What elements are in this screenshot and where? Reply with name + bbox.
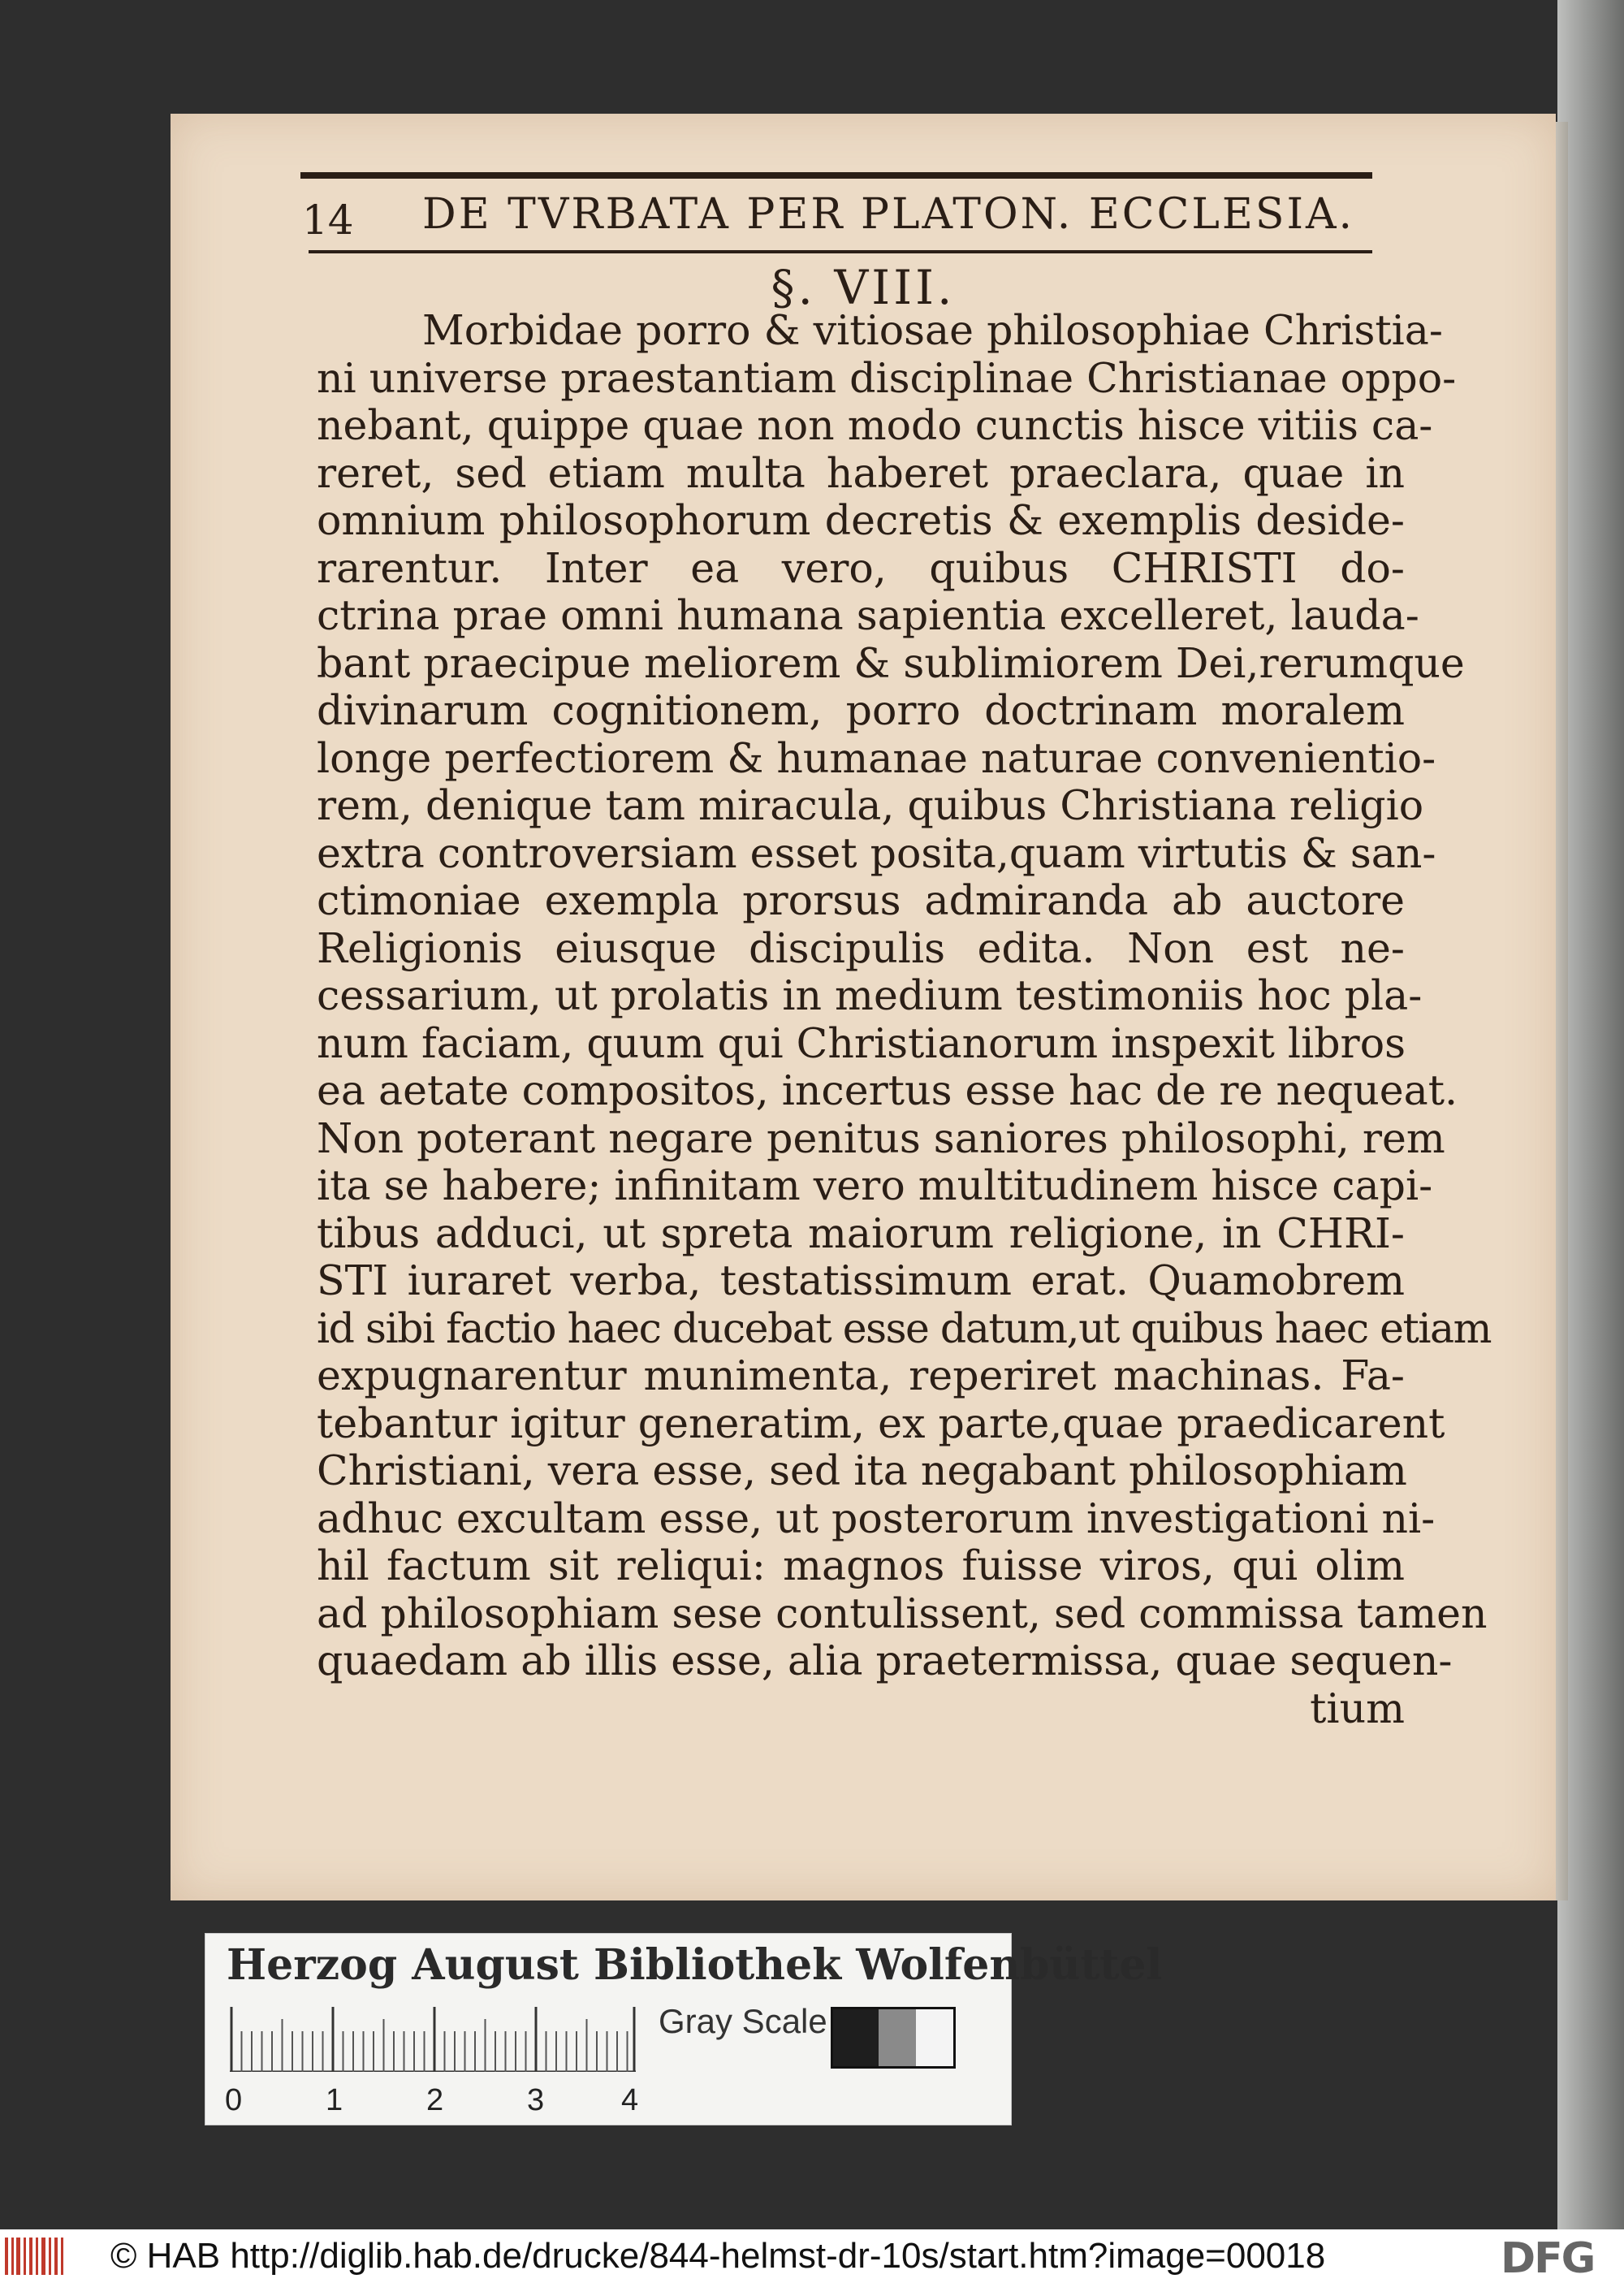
text-line: longe perfectiorem & humanae naturae convenientio- [317,733,1436,782]
text-line: omnium philosophorum decretis & exemplis deside- [317,496,1405,544]
text-line: reret, sed etiam multa haberet praeclara, quae in [317,448,1405,497]
page-header [300,172,1372,262]
section-heading: §. VIII. [771,260,956,315]
text-line: adhuc excultam esse, ut posterorum investigationi ni- [317,1494,1436,1542]
gray-scale-label: Gray Scale [659,2002,827,2040]
text-line: divinarum cognitionem, porro doctrinam moralem [317,686,1405,734]
text-line: expugnarentur munimenta, reperiret machinas. Fa- [317,1351,1405,1399]
footer-bar [0,2229,1624,2283]
text-line: rem, denique tam miracula, quibus Christiana religio [317,781,1424,829]
text-line: STI iuraret verba, testatissimum erat. Quamobrem [317,1256,1405,1304]
text-line: hil factum sit reliqui: magnos fuisse viros, qui olim [317,1541,1405,1589]
text-line: Religionis eiusque discipulis edita. Non est ne- [317,923,1405,972]
text-line: num faciam, quum qui Christianorum inspexit libros [317,1018,1406,1067]
ruler-scale [230,2007,636,2072]
catchword: tium [1310,1684,1405,1732]
text-line: id sibi factio haec ducebat esse datum,ut quibus haec etiam [317,1304,1491,1352]
library-name: Herzog August Bibliothek Wolfenbüttel [227,1940,1163,1990]
footer-copyright-url[interactable]: © HAB http://diglib.hab.de/drucke/844-helmst-dr-10s/start.htm?image=00018 [110,2236,1326,2276]
running-head: DE TVRBATA PER PLATON. ECCLESIA. [422,190,1355,239]
ruler-label-1: 1 [326,2083,343,2117]
text-line: Christiani, vera esse, sed ita negabant philosophiam [317,1446,1407,1494]
text-line: tibus adduci, ut spreta maiorum religione, in CHRI- [317,1209,1405,1257]
color-calibration-bar [205,1933,1163,2125]
text-line: rarentur. Inter ea vero, quibus CHRISTI do- [317,543,1405,592]
text-line: ad philosophiam sese contulissent, sed commissa tamen [317,1589,1488,1637]
text-line: extra controversiam esset posita,quam virtutis & san- [317,828,1436,877]
text-line: Non poterant negare penitus saniores philosophi, rem [317,1113,1445,1162]
text-line: quaedam ab illis esse, alia praetermissa, quae sequen- [317,1637,1453,1684]
text-line: Morbidae porro & vitiosae philosophiae Christia- [422,306,1443,354]
ruler-label-0: 0 [225,2083,243,2117]
header-rule-top [300,172,1372,179]
text-line: ctrina prae omni humana sapientia excelleret, lauda- [317,591,1419,639]
text-line: ita se habere; infinitam vero multitudinem hisce capi- [317,1161,1433,1209]
text-line: ctimoniae exempla prorsus admiranda ab auctore [317,876,1405,924]
swatch-white [916,2009,953,2066]
text-line: ea aetate compositos, incertus esse hac de re nequeat. [317,1066,1458,1114]
text-line: tebantur igitur generatim, ex parte,quae praedicarent [317,1399,1445,1447]
ruler-label-3: 3 [527,2083,545,2117]
book-page [171,114,1556,1900]
barcode-icon [5,2238,68,2275]
text-line: cessarium, ut prolatis in medium testimoniis hoc pla- [317,971,1423,1019]
header-rule-bottom [309,250,1372,253]
body-text [317,306,1491,1732]
page-number: 14 [302,197,354,244]
text-line: nebant, quippe quae non modo cunctis hisce vitiis ca- [317,401,1433,449]
text-line: ni universe praestantiam disciplinae Christianae oppo- [317,353,1457,402]
swatch-black [833,2009,879,2066]
ruler-label-4: 4 [621,2083,639,2117]
ruler-label-2: 2 [426,2083,444,2117]
text-line: bant praecipue meliorem & sublimiorem Dei,rerumque [317,638,1465,687]
swatch-gray [879,2009,916,2066]
dfg-logo: DFG [1501,2234,1595,2283]
gray-scale-swatches [831,2007,956,2069]
